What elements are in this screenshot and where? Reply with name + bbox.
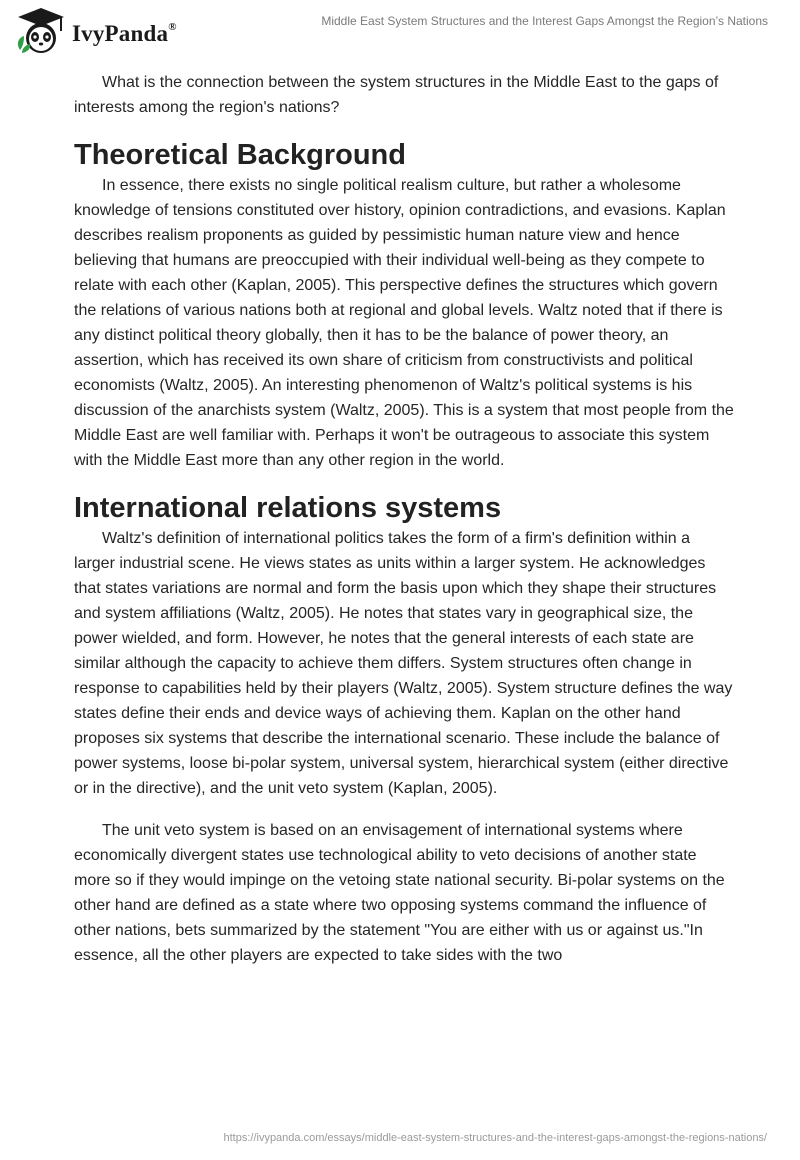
heading-international-relations: International relations systems [74, 492, 502, 524]
document-title: Middle East System Structures and the Interest Gaps Amongst the Region’s Nations [321, 14, 768, 28]
panda-graduate-icon [14, 6, 68, 56]
ivypanda-logo-link[interactable] [14, 6, 177, 56]
essay-body [74, 70, 734, 985]
intro-paragraph: What is the connection between the system structures in the Middle East to the gaps of interests among the region's nations? [74, 74, 719, 116]
intl-paragraph-2: The unit veto system is based on an envisagement of international systems where economically divergent states use technological ability to veto decisions of another state more so if they would impinge on the vetoing state national security. Bi-polar systems on the other hand are defined as a state where two opposing systems command the influence of other nations, bets summarized by the statement "You are either with us or against us."In essence, all the other players are expected to take sides with the two [74, 822, 725, 964]
logo-wordmark [72, 21, 177, 47]
registered-mark: ® [168, 21, 177, 34]
theory-paragraph: In essence, there exists no single political realism culture, but rather a wholesome knowledge of tensions constituted over history, opinion contradictions, and evasions. Kaplan describes realism proponents as guided by pessimistic human nature view and hence believing that humans are preoccupied with their individual well-being as they compete to relate with each other (Kaplan, 2005). This perspective defines the structures which govern the relations of various nations both at regional and global levels. Waltz noted that if there is any distinct political theory globally, then it has to be the balance of power theory, an assertion, which has received its own share of criticism from constructivists and political economists (Waltz, 2005). An interesting phenomenon of Waltz's political systems is his discussion of the anarchists system (Waltz, 2005). This is a system that most people from the Middle East are well familiar with. Perhaps it won't be outrageous to associate this system with the Middle East more than any other region in the world. [74, 177, 734, 469]
intl-paragraph-1: Waltz's definition of international politics takes the form of a firm's definition within a larger industrial scene. He views states as units within a larger system. He acknowledges that states variations are normal and form the basis upon which they shape their structures and system affiliations (Waltz, 2005). He notes that states vary in geographical size, the power wielded, and form. However, he notes that the general interests of each state are similar although the capacity to achieve them differs. System structures often change in response to capabilities held by their players (Waltz, 2005). System structure defines the way states define their ends and device ways of achieving them. Kaplan on the other hand proposes six systems that describe the international scenario. These include the balance of power systems, loose bi-polar system, universal system, hierarchical system (either directive or in the directive), and the unit veto system (Kaplan, 2005). [74, 530, 733, 797]
page-header [0, 0, 800, 62]
source-url-link[interactable]: https://ivypanda.com/essays/middle-east-system-structures-and-the-interest-gaps-amongst-the-regions-nations/ [223, 1132, 767, 1144]
logo-text: IvyPanda [72, 21, 169, 46]
heading-theoretical-background: Theoretical Background [74, 139, 406, 171]
